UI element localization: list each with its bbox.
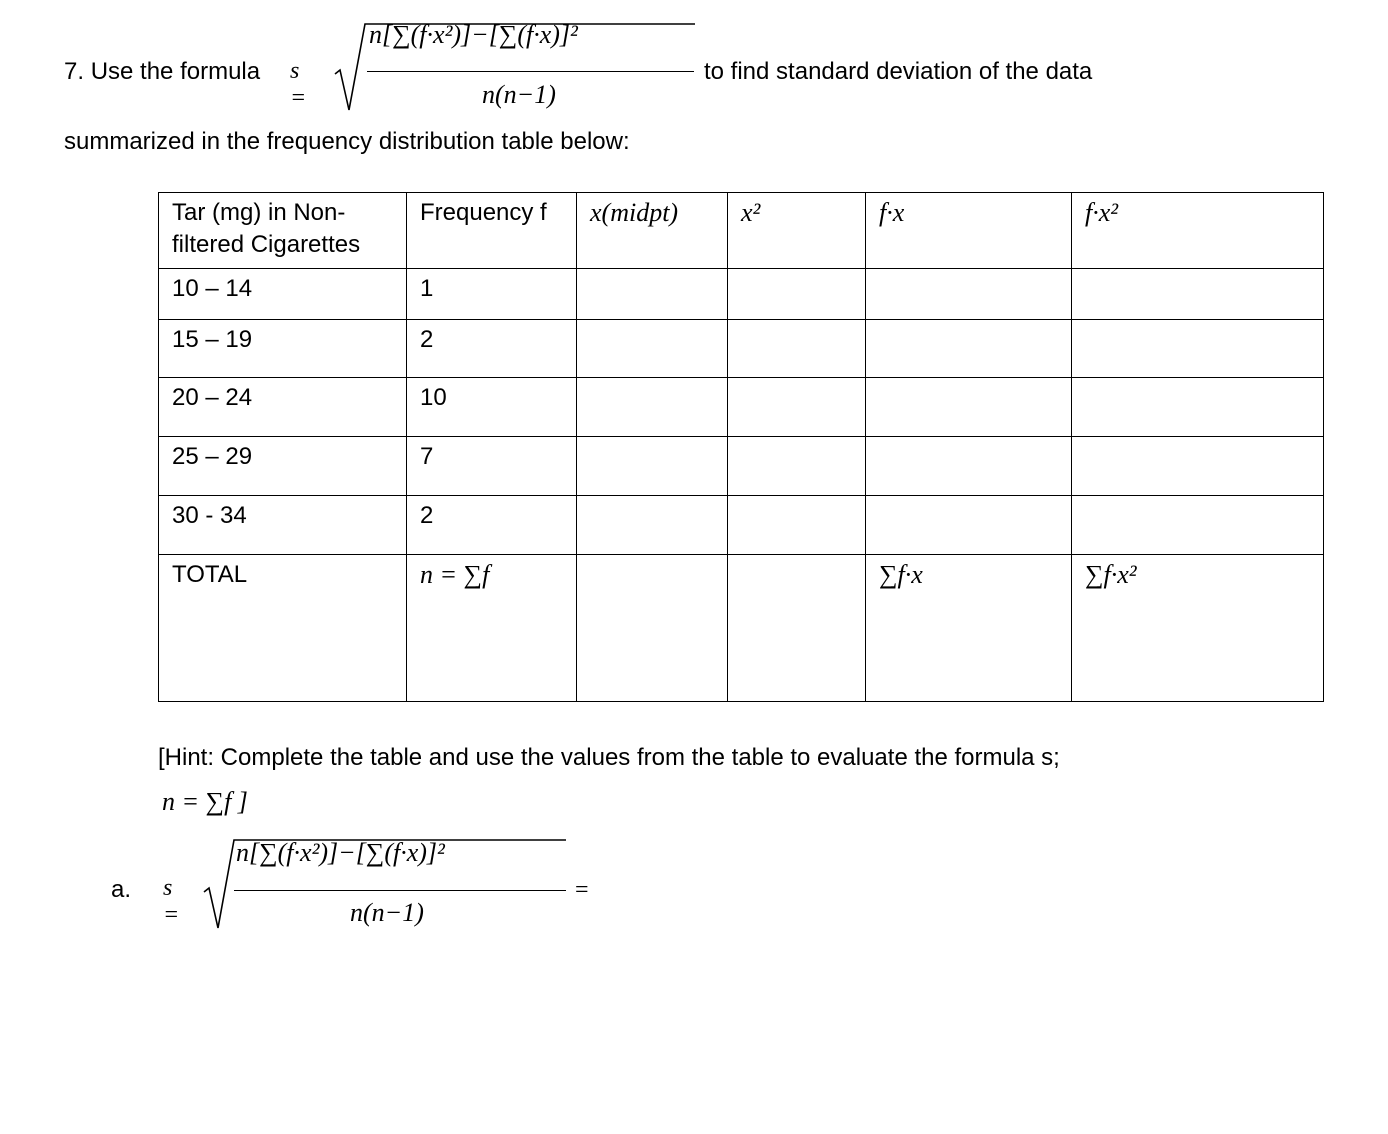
part-a-label: a. (111, 876, 132, 903)
question-trailing-text: to find standard deviation of the data (704, 58, 1093, 85)
table-total-row (159, 555, 1324, 702)
fx-cell[interactable] (866, 320, 1072, 378)
frequency-cell: 7 (407, 437, 577, 496)
x-squared-cell[interactable] (728, 437, 866, 496)
frequency-cell: 2 (407, 320, 577, 378)
frequency-cell: 2 (407, 496, 577, 555)
class-cell: 10 – 14 (159, 269, 407, 320)
part-a-numerator: n[∑(f·x²)]−[∑(f·x)]² (236, 838, 445, 867)
hint-text: [Hint: Complete the table and use the values from the table to evaluate the formula s; (158, 744, 1060, 771)
header-midpoint: x(midpt) (577, 193, 728, 269)
fx-cell[interactable] (866, 378, 1072, 437)
table-header-row (159, 193, 1324, 269)
formula-denominator: n(n−1) (482, 80, 556, 109)
frequency-cell: 1 (407, 269, 577, 320)
fraction-bar (234, 890, 566, 891)
n-sum-cell[interactable]: n = ∑f (407, 555, 577, 702)
fx2-cell[interactable] (1072, 320, 1324, 378)
fx-cell[interactable] (866, 496, 1072, 555)
midpoint-cell[interactable] (577, 437, 728, 496)
question-lead-text: Use the formula (90, 58, 261, 85)
x-squared-total-cell (728, 555, 866, 702)
fx2-cell[interactable] (1072, 437, 1324, 496)
midpoint-cell[interactable] (577, 496, 728, 555)
x-squared-cell[interactable] (728, 269, 866, 320)
fx-cell[interactable] (866, 437, 1072, 496)
table-row (159, 496, 1324, 555)
class-cell: 15 – 19 (159, 320, 407, 378)
question-intro (64, 58, 260, 86)
midpoint-cell[interactable] (577, 378, 728, 437)
table-row (159, 269, 1324, 320)
table-row (159, 437, 1324, 496)
header-f-times-x: f·x (866, 193, 1072, 269)
fx2-cell[interactable] (1072, 269, 1324, 320)
header-frequency: Frequency f (407, 193, 577, 269)
part-a-denominator: n(n−1) (350, 898, 424, 927)
midpoint-cell[interactable] (577, 269, 728, 320)
class-cell: 25 – 29 (159, 437, 407, 496)
table-row (159, 320, 1324, 378)
part-a-lhs: s = (163, 875, 180, 928)
x-squared-cell[interactable] (728, 496, 866, 555)
frequency-table (158, 192, 1324, 702)
header-x-squared: x² (728, 193, 866, 269)
class-cell: 20 – 24 (159, 378, 407, 437)
header-tar: Tar (mg) in Non-filtered Cigarettes (159, 193, 407, 269)
part-a-equals: = (575, 877, 589, 903)
midpoint-total-cell (577, 555, 728, 702)
frequency-cell: 10 (407, 378, 577, 437)
question-number: 7. (64, 58, 85, 85)
midpoint-cell[interactable] (577, 320, 728, 378)
table-row (159, 378, 1324, 437)
x-squared-cell[interactable] (728, 378, 866, 437)
formula-lhs: s = (290, 58, 307, 111)
fx2-sum-cell[interactable]: ∑f·x² (1072, 555, 1324, 702)
class-cell: 30 - 34 (159, 496, 407, 555)
header-f-times-x-squared: f·x² (1072, 193, 1324, 269)
fx-sum-cell[interactable]: ∑f·x (866, 555, 1072, 702)
fx2-cell[interactable] (1072, 496, 1324, 555)
question-line-2: summarized in the frequency distribution table below: (64, 128, 630, 155)
x-squared-cell[interactable] (728, 320, 866, 378)
hint-n-definition: n = ∑f ] (162, 787, 248, 816)
total-label: TOTAL (159, 555, 407, 702)
fx-cell[interactable] (866, 269, 1072, 320)
fraction-bar (367, 71, 694, 72)
fx2-cell[interactable] (1072, 378, 1324, 437)
formula-numerator: n[∑(f·x²)]−[∑(f·x)]² (369, 20, 578, 49)
